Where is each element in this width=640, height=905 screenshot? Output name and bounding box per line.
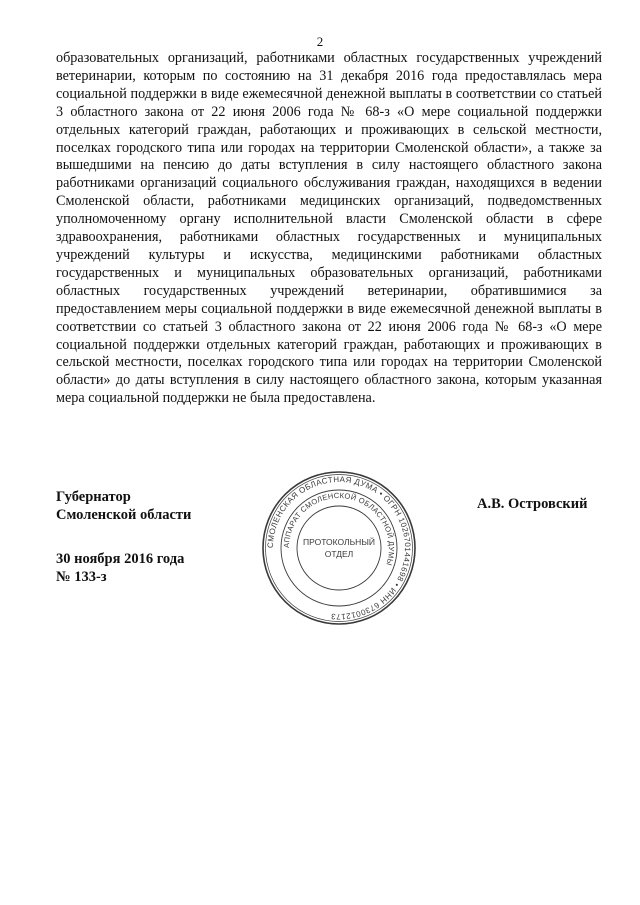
stamp-outer-ring-text: СМОЛЕНСКАЯ ОБЛАСТНАЯ ДУМА • ОГРН 1026701441698 • ИНН 6730012173 — [265, 474, 413, 622]
stamp-inner-ring-text: АППАРАТ СМОЛЕНСКОЙ ОБЛАСТНОЙ ДУМЫ — [281, 490, 397, 567]
stamp-seal-icon — [259, 468, 419, 628]
stamp-center-line2: ОТДЕЛ — [324, 549, 354, 559]
signature-block — [56, 488, 191, 586]
stamp-center-line1: ПРОТОКОЛЬНЫЙ — [303, 537, 375, 547]
signer-name: А.В. Островский — [477, 496, 588, 512]
signature-date: 30 ноября 2016 года — [56, 551, 185, 567]
official-stamp — [259, 468, 419, 628]
signer-title-line2: Смоленской области — [56, 507, 192, 523]
body-paragraph: образовательных организаций, работниками областных государственных учреждений ветеринарии, которым по состоянию на 31 декабря 2016 года предоставлялась мера социальной поддержки в виде ежемесячной денежной выплаты в соответствии со статьей 3 областного закона от 22 июня 2006 года № 68-з «О мере социальной поддержки отдельных категорий граждан, работающих и проживающих в сельской местности, поселках городского типа или городах на территории Смоленской области», а также за вышедшими на пенсию до даты вступления в силу настоящего областного закона работниками организаций социального обслуживания граждан, находящихся в ведении Смоленской области, работниками медицинских организаций, подведомственных уполномоченному органу исполнительной власти Смоленской области в сфере здравоохранения, работниками областных государственных и муниципальных учреждений культуры и искусства, медицинскими работниками областных государственных и муниципальных образовательных организаций, работниками областных государственных учреждений ветеринарии, обратившимися за предоставлением меры социальной поддержки в виде ежемесячной денежной выплаты в соответствии со статьей 3 областного закона от 22 июня 2006 года № 68-з «О мере социальной поддержки отдельных категорий граждан, работающих и проживающих в сельской местности, поселках городского типа или городах на территории Смоленской области» до даты вступления в силу настоящего областного закона, которым указанная мера социальной поддержки не была предоставлена. — [56, 50, 602, 407]
page-number: 2 — [316, 34, 324, 49]
signer-title-line1: Губернатор — [56, 489, 131, 505]
law-number: № 133-з — [56, 569, 107, 585]
